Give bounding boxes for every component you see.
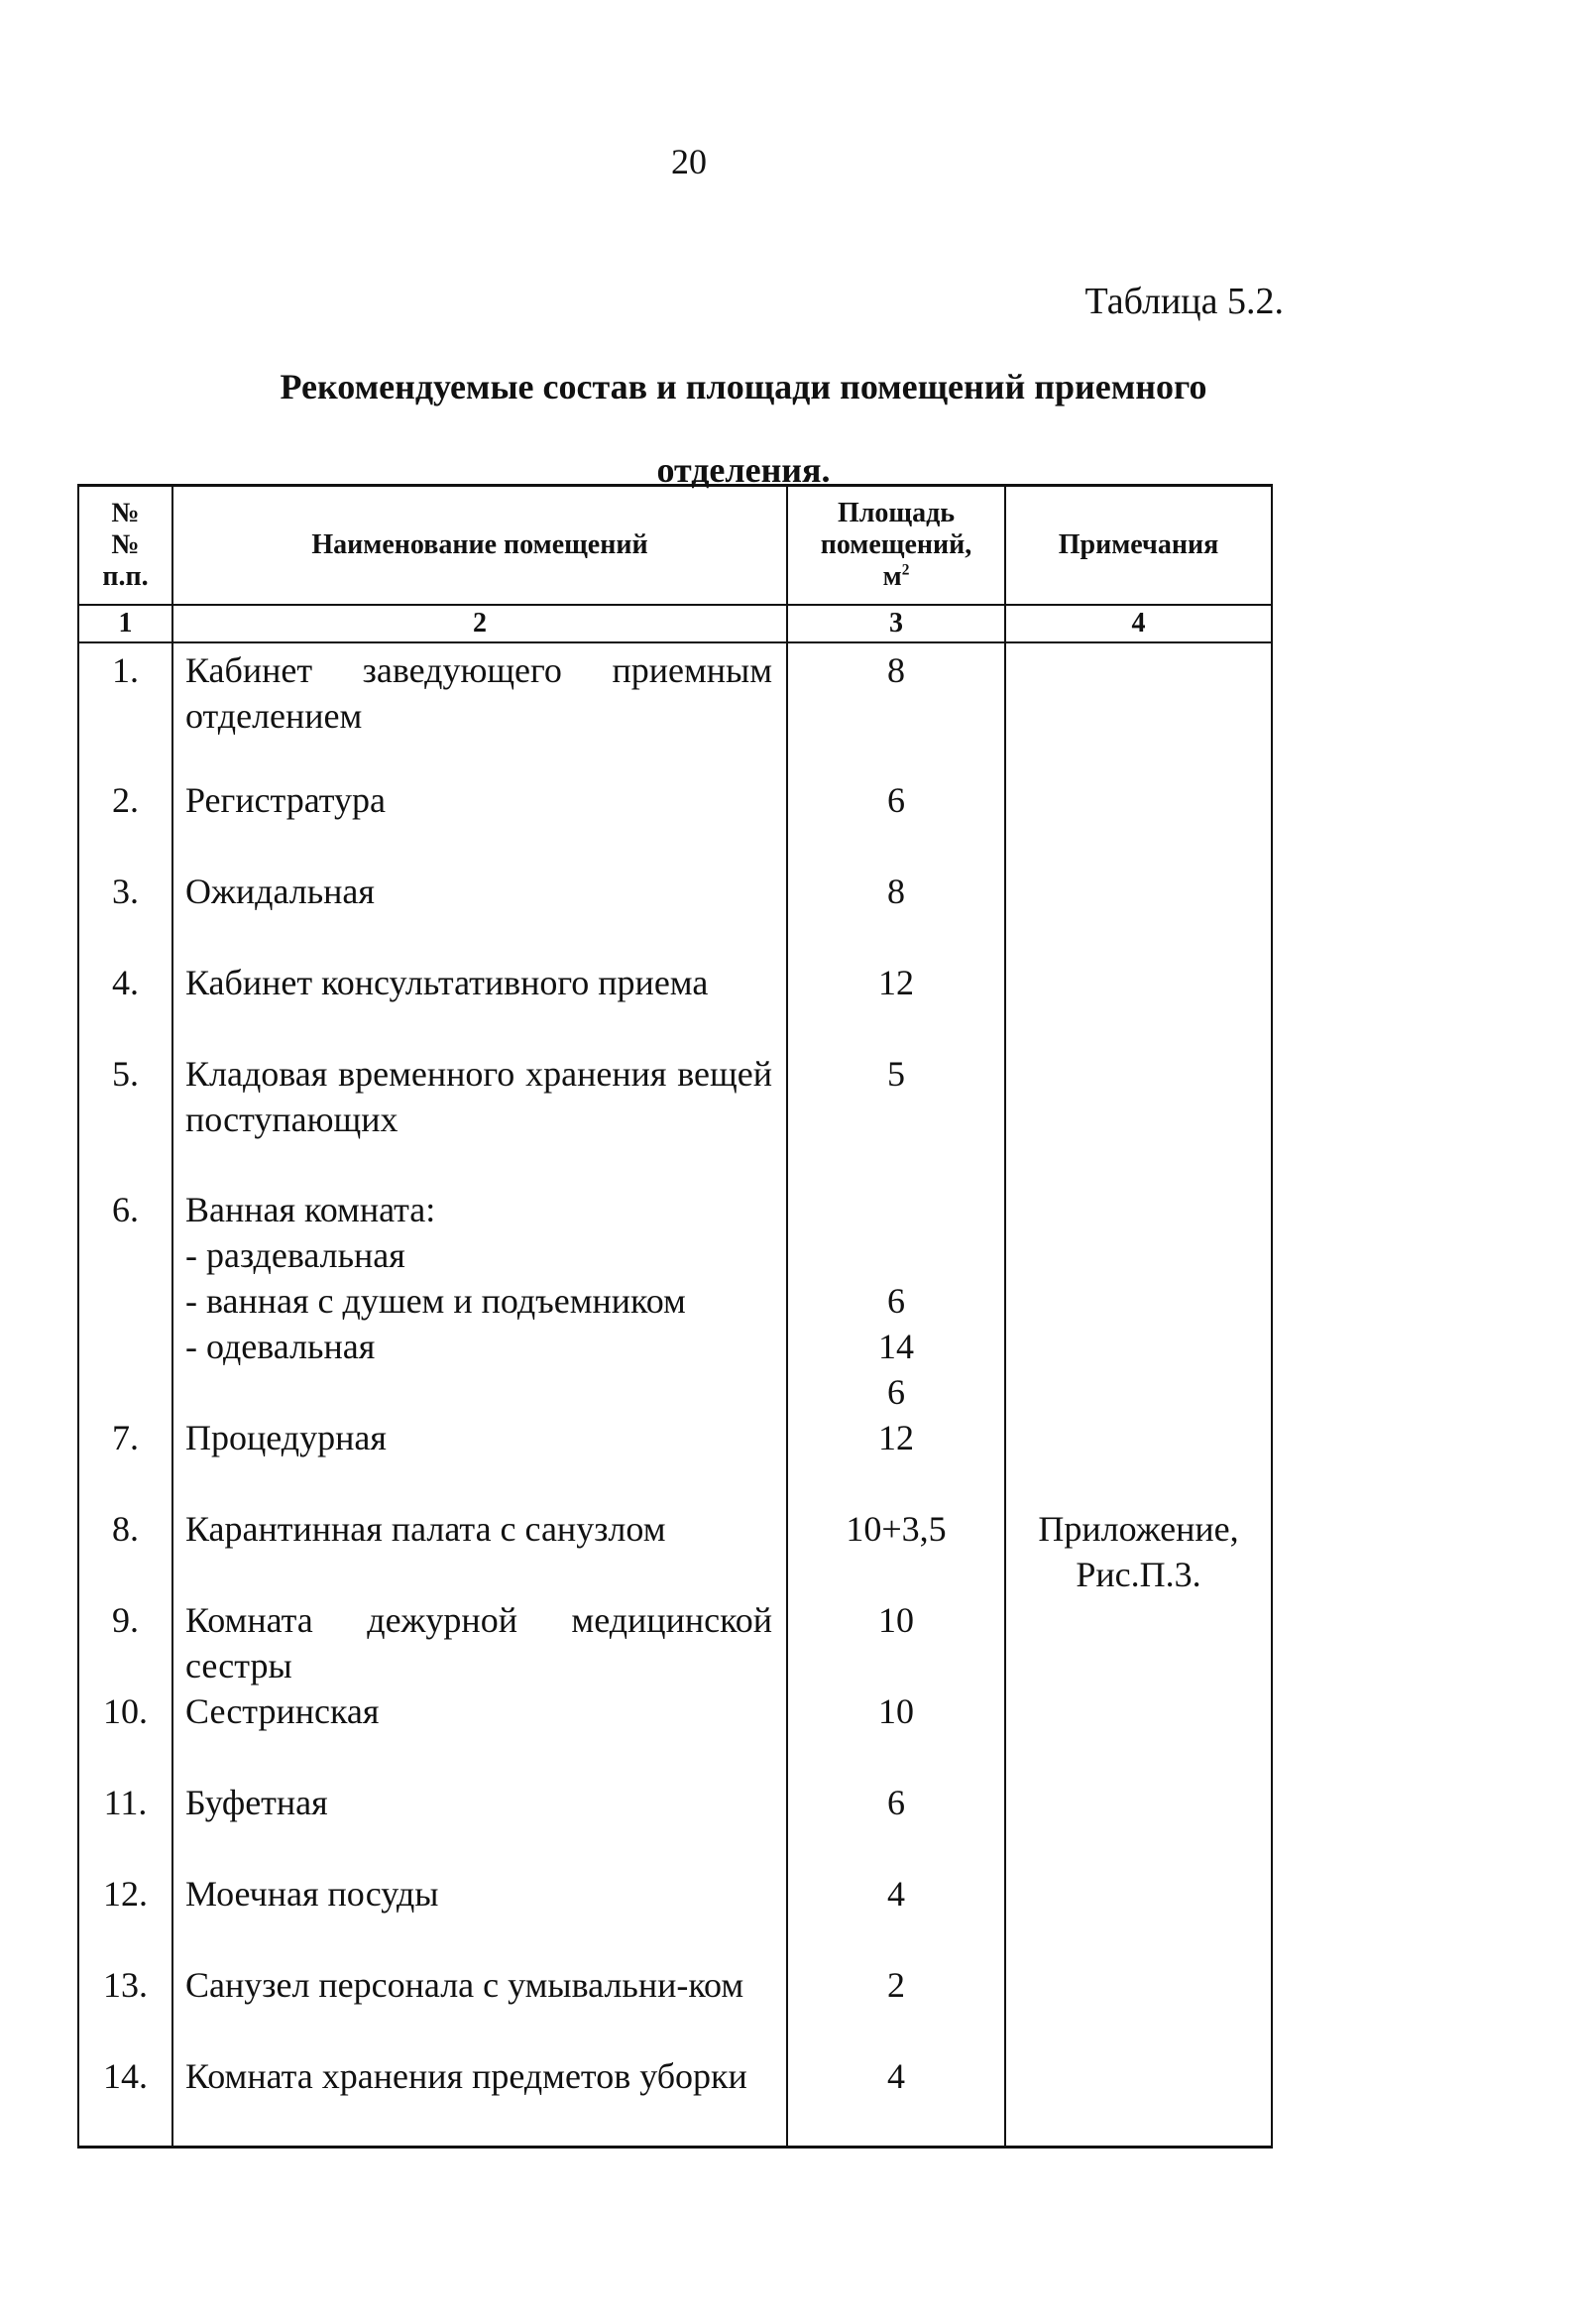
room-name: Процедурная — [172, 1415, 787, 1506]
table-row — [78, 960, 1272, 1051]
room-subitem: - ванная с душем и подъемником — [185, 1281, 686, 1321]
room-area: 6 — [787, 777, 1005, 869]
header-number-line-3: п.п. — [102, 561, 149, 592]
room-area: 2 — [787, 1962, 1005, 2053]
table-row — [78, 1780, 1272, 1871]
title-line-2: отделения. — [656, 450, 831, 490]
room-name: Ожидальная — [172, 869, 787, 960]
subitem-area: 14 — [878, 1327, 914, 1366]
header-area-line-2: помещений, — [820, 529, 972, 560]
column-number: 1 — [78, 605, 172, 642]
room-area: 8 — [787, 869, 1005, 960]
room-name: Кабинет консультативного приема — [172, 960, 787, 1051]
column-number: 4 — [1005, 605, 1272, 642]
table-row — [78, 1506, 1272, 1597]
room-area: 12 — [787, 960, 1005, 1051]
table-row — [78, 1415, 1272, 1506]
room-name: Сестринская — [172, 1688, 787, 1780]
row-number: 11. — [78, 1780, 172, 1871]
room-name: Комната хранения предметов уборки — [172, 2053, 787, 2147]
room-note — [1005, 1688, 1272, 1780]
row-number: 1. — [78, 642, 172, 777]
room-name: Моечная посуды — [172, 1871, 787, 1962]
room-name: Регистратура — [172, 777, 787, 869]
note-line-1: Приложение, — [1038, 1509, 1239, 1549]
room-subitem: - раздевальная — [185, 1235, 405, 1275]
room-note — [1005, 1962, 1272, 2053]
table-row — [78, 777, 1272, 869]
table-row — [78, 1962, 1272, 2053]
table-row — [78, 642, 1272, 777]
room-name: Кабинет заведующего приемным отделением — [172, 642, 787, 777]
room-name: Карантинная палата с санузлом — [172, 1506, 787, 1597]
row-number: 8. — [78, 1506, 172, 1597]
rooms-table — [77, 484, 1273, 2149]
table-row — [78, 1051, 1272, 1187]
table-row — [78, 1688, 1272, 1780]
table-row — [78, 1871, 1272, 1962]
room-area: 5 — [787, 1051, 1005, 1187]
row-number: 5. — [78, 1051, 172, 1187]
room-name: Санузел персонала с умывальни-ком — [172, 1962, 787, 2053]
room-area: 10 — [787, 1597, 1005, 1688]
row-number: 14. — [78, 2053, 172, 2147]
title-line-1: Рекомендуемые состав и площади помещений приемного — [280, 367, 1207, 407]
row-number: 13. — [78, 1962, 172, 2053]
unit: м — [882, 561, 902, 592]
room-note — [1005, 1415, 1272, 1506]
column-number: 2 — [172, 605, 787, 642]
table-row — [78, 1597, 1272, 1688]
header-number-line-1: № — [111, 498, 140, 528]
room-name: Комната дежурной медицинской сестры — [172, 1597, 787, 1688]
table-row — [78, 869, 1272, 960]
room-name-main: Ванная комната: — [185, 1190, 436, 1229]
room-name — [172, 1187, 787, 1415]
room-area: 4 — [787, 2053, 1005, 2147]
row-number: 3. — [78, 869, 172, 960]
room-name: Буфетная — [172, 1780, 787, 1871]
header-notes: Примечания — [1005, 486, 1272, 606]
room-note — [1005, 869, 1272, 960]
room-area: 12 — [787, 1415, 1005, 1506]
room-area: 8 — [787, 642, 1005, 777]
subitem-area: 6 — [887, 1372, 905, 1412]
row-number: 9. — [78, 1597, 172, 1688]
table-row — [78, 1187, 1272, 1415]
room-note — [1005, 1051, 1272, 1187]
row-number: 4. — [78, 960, 172, 1051]
room-note — [1005, 1597, 1272, 1688]
header-area-unit — [794, 561, 998, 593]
room-area: 10+3,5 — [787, 1506, 1005, 1597]
note-line-2: Рис.П.3. — [1076, 1555, 1201, 1594]
header-number-line-2: № — [111, 529, 140, 560]
page-number: 20 — [671, 142, 707, 181]
row-number: 6. — [78, 1187, 172, 1415]
header-room-name: Наименование помещений — [172, 486, 787, 606]
header-area — [787, 486, 1005, 606]
room-area: 6 — [787, 1780, 1005, 1871]
room-area — [787, 1187, 1005, 1415]
room-note — [1005, 1780, 1272, 1871]
column-number-row — [78, 605, 1272, 642]
header-row — [78, 486, 1272, 606]
unit-superscript: 2 — [901, 561, 910, 579]
room-name: Кладовая временного хранения вещей поступающих — [172, 1051, 787, 1187]
header-number — [78, 486, 172, 606]
room-subitem: - одевальная — [185, 1327, 376, 1366]
room-note — [1005, 1871, 1272, 1962]
row-number: 12. — [78, 1871, 172, 1962]
subitem-area: 6 — [887, 1281, 905, 1321]
table-label: Таблица 5.2. — [1084, 281, 1284, 322]
header-area-line-1: Площадь — [837, 498, 956, 528]
room-area: 10 — [787, 1688, 1005, 1780]
room-note — [1005, 960, 1272, 1051]
room-note — [1005, 1506, 1272, 1597]
row-number: 2. — [78, 777, 172, 869]
table-row — [78, 2053, 1272, 2147]
room-area: 4 — [787, 1871, 1005, 1962]
room-note — [1005, 2053, 1272, 2147]
room-note — [1005, 1187, 1272, 1415]
room-note — [1005, 777, 1272, 869]
row-number: 7. — [78, 1415, 172, 1506]
column-number: 3 — [787, 605, 1005, 642]
room-note — [1005, 642, 1272, 777]
row-number: 10. — [78, 1688, 172, 1780]
